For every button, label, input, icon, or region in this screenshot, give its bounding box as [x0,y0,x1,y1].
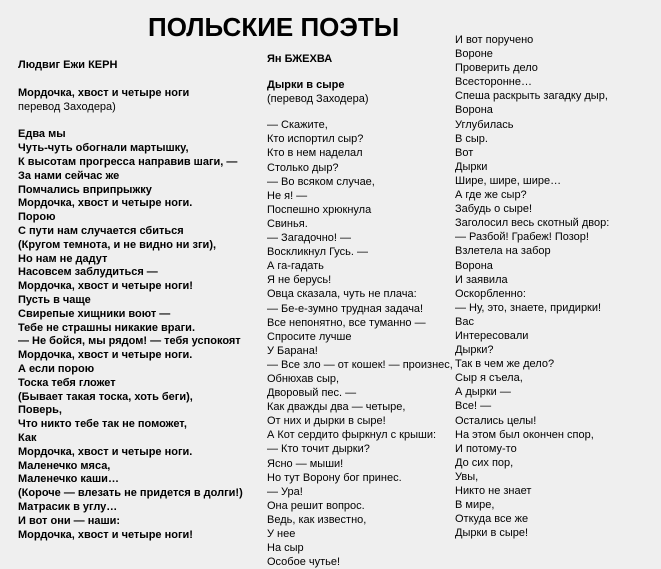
poem-lines [267,118,457,569]
poem-title: Мордочка, хвост и четыре ноги [18,86,190,99]
poem-line: А Кот сердито фыркнул с крыши: [267,429,437,442]
poem-title: Дырки в сыре [267,79,345,92]
poem-line: А га-гадать [267,260,324,273]
poem-line: — Загадочно! — [267,232,352,245]
poem-line: (Бывает такая тоска, хоть беги), [18,390,193,403]
poem-line: На этом был окончен спор, [455,428,594,441]
poem-line: Дырки [455,160,488,173]
poem-line: Оскорбленно: [455,287,526,300]
poem-line: Мордочка, хвост и четыре ноги! [18,528,193,541]
poem-lines [455,33,661,540]
poem-line: На сыр [267,542,304,555]
poem-line: И вот они — наши: [18,514,121,527]
poem-brzechwa-continued [455,33,661,540]
poem-translation-note: (перевод Заходера) [267,93,369,106]
poem-line: К высотам прогресса направив шаги, — [18,155,238,168]
poem-translation-note: перевод Заходера) [18,100,116,113]
poem-line: Мордочка, хвост и четыре ноги! [18,280,193,293]
poem-line: Не я! — [267,189,308,202]
poem-line: Увы, [455,470,479,483]
poem-line: Овца сказала, чуть не плача: [267,288,417,301]
poem-line: Проверить дело [455,62,538,75]
poem-line: Вот [455,146,474,159]
poem-line: Тебе не страшны никакие враги. [18,321,196,334]
poem-line: Особое чутье! [267,556,341,569]
poem-line: Все! — [455,400,492,413]
poem-line: Чуть-чуть обогнали мартышку, [18,142,189,155]
poem-line: (Короче — влезать не придется в долги!) [18,487,243,500]
poem-line: Помчались вприпрыжку [18,183,152,196]
poem-line: Дырки в сыре! [455,527,529,540]
poem-line: Маленечко мяса, [18,459,111,472]
poem-line: Мордочка, хвост и четыре ноги. [18,445,193,458]
poem-line: Остались целы! [455,414,537,427]
poem-line: До сих пор, [455,456,514,469]
poem-line: Интересовали [455,329,529,342]
poem-line: Кто испортил сыр? [267,133,364,146]
poem-line: Дворовый пес. — [267,387,357,400]
poem-author: Ян БЖЕХВА [267,53,333,65]
poem-line: В мире, [455,499,495,512]
poem-line: Пусть в чаще [18,293,91,306]
poem-line: Ворона [455,104,493,117]
poem-line: Откуда все же [455,513,529,526]
poem-line: Ясно — мыши! [267,457,344,470]
poem-line: И потому-то [455,442,517,455]
poem-line: — Бе-е-зумно трудная задача! [267,302,424,315]
page-title: ПОЛЬСКИЕ ПОЭТЫ [148,12,400,42]
poem-line: — Скажите, [267,119,328,132]
poem-line: Столько дыр? [267,161,339,174]
poem-lines [18,128,253,542]
poem-line: Вас [455,315,474,328]
poem-line: Она решит вопрос. [267,499,365,512]
poem-line: Шире, шире, шире… [455,174,562,187]
poem-author: Людвиг Ежи КЕРН [18,59,118,71]
poem-line: Ворона [455,259,493,272]
poem-line: — Не бойся, мы рядом! — тебя успокоят [18,335,241,348]
poem-line: Все непонятно, все туманно — [267,316,426,329]
poem-line: Взлетела на забор [455,245,551,258]
poem-line: Дырки? [455,344,494,357]
poem-line: А где же сыр? [455,189,527,202]
poem-line: — Ну, это, знаете, придирки! [455,301,602,314]
poem-line: Насовсем заблудиться — [18,266,158,279]
poem-line: Воскликнул Гусь. — [267,246,369,259]
poem-line: Всесторонне… [455,76,532,89]
poem-line: — Ура! [267,485,303,498]
poem-line: — Все зло — от кошек! — произнес, [267,358,453,371]
poem-line: От них и дырки в сыре! [267,415,386,428]
poem-line: Как [18,431,37,444]
poem-line: А дырки — [455,386,511,399]
poem-line: И вот поручено [455,34,534,46]
poem-line: Что никто тебе так не поможет, [18,418,187,431]
poem-line: Я не берусь! [267,274,332,287]
poem-line: Забудь о сыре! [455,203,533,216]
poem-line: Свинья. [267,217,308,230]
poem-line: — Разбой! Грабеж! Позор! [455,231,589,244]
poem-line: Но нам не дадут [18,252,108,265]
poem-line: Сыр я съела, [455,372,523,385]
poem-line: За нами сейчас же [18,169,120,182]
poem-line: Углубилась [455,118,514,131]
poem-line: Мордочка, хвост и четыре ноги. [18,349,193,362]
poem-line: Матрасик в углу… [18,500,118,513]
poem-line: Обнюхав сыр, [267,372,340,385]
poem-line: Поспешно хрюкнула [267,203,372,216]
poem-line: — Во всяком случае, [267,175,375,188]
poem-line: И заявила [455,273,508,286]
poem-line: Тоска тебя гложет [18,376,116,389]
poem-line: Поверь, [18,404,62,417]
poem-line: (Кругом темнота, и не видно ни зги), [18,238,217,251]
poem-kern [18,59,253,542]
poem-line: Порою [18,211,56,224]
poem-line: Так в чем же дело? [455,358,555,371]
poem-line: Свирепые хищники воют — [18,307,171,320]
poem-line: С пути нам случается сбиться [18,224,184,237]
poem-line: Кто в нем наделал [267,147,363,160]
poem-line: Спеша раскрыть загадку дыр, [455,90,608,103]
poem-line: Никто не знает [455,485,532,497]
poem-brzechwa [267,52,457,569]
poem-line: — Кто точит дырки? [267,443,370,456]
poem-line: Едва мы [18,128,66,141]
poem-line: У нее [267,528,296,540]
poem-line: Как дважды два — четыре, [267,401,406,414]
poem-line: Ведь, как известно, [267,513,367,526]
poem-line: Маленечко каши… [18,473,119,486]
poem-line: В сыр. [455,132,488,145]
poem-line: Вороне [455,48,493,61]
poem-line: Но тут Ворону бог принес. [267,471,402,484]
poem-line: Мордочка, хвост и четыре ноги. [18,197,193,210]
poem-line: Заголосил весь скотный двор: [455,217,610,230]
poem-line: А если порою [18,362,95,375]
poem-line: У Барана! [267,344,318,357]
poem-line: Спросите лучше [267,330,352,343]
